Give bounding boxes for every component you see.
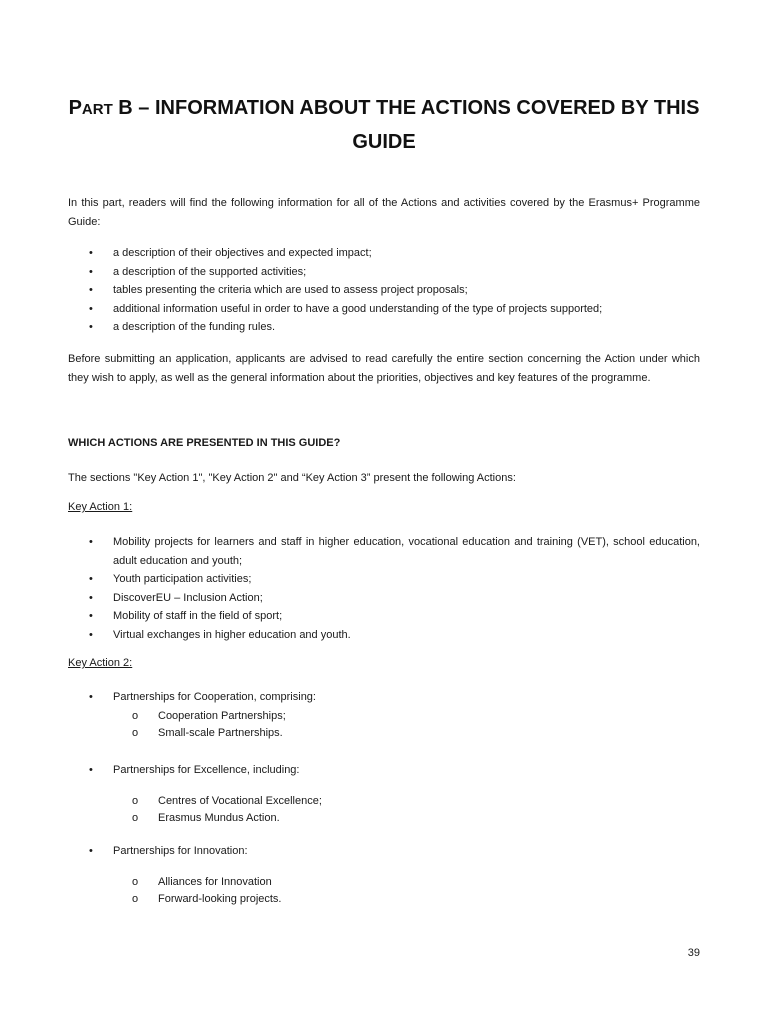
- sub-bullet-glyph: o: [132, 795, 139, 807]
- section-heading: WHICH ACTIONS ARE PRESENTED IN THIS GUIDE?: [68, 437, 341, 449]
- list-item: [68, 533, 700, 570]
- list-item-text: additional information useful in order to have a good understanding of the type of projects supported;: [113, 302, 603, 315]
- list-item-text: Youth participation activities;: [113, 573, 252, 586]
- bullet-glyph: •: [89, 610, 93, 623]
- sub-list-item-text: Erasmus Mundus Action.: [158, 812, 280, 824]
- sub-list-item: [68, 874, 700, 891]
- sub-list-item: [68, 708, 700, 725]
- bullet-glyph: •: [89, 764, 93, 776]
- list-item: [68, 244, 700, 263]
- list-item-text: DiscoverEU – Inclusion Action;: [113, 591, 263, 604]
- sub-list: [68, 708, 700, 742]
- sub-list-item: [68, 810, 700, 827]
- key-action-1-list: [68, 533, 700, 645]
- list-item: [68, 570, 700, 589]
- bullet-glyph: •: [89, 845, 93, 857]
- list-item: [68, 318, 700, 337]
- intro-list: [68, 244, 700, 337]
- bullet-glyph: •: [89, 321, 93, 334]
- list-item-text: Partnerships for Excellence, including:: [113, 764, 300, 776]
- sub-bullet-glyph: o: [132, 893, 139, 905]
- bullet-glyph: •: [89, 591, 93, 604]
- sections-paragraph: The sections "Key Action 1", "Key Action 2" and “Key Action 3” present the following Actions:: [68, 472, 516, 484]
- list-item: [68, 300, 700, 319]
- sub-list-item-text: Alliances for Innovation: [158, 876, 272, 888]
- partnerships-innovation-group: [68, 843, 700, 908]
- sub-list: [68, 874, 700, 908]
- list-item: [68, 689, 700, 706]
- list-item-text: Virtual exchanges in higher education and youth.: [113, 628, 351, 641]
- bullet-glyph: •: [89, 284, 93, 297]
- key-action-2-label: Key Action 2:: [68, 657, 133, 669]
- list-item: [68, 762, 700, 779]
- partnerships-cooperation-group: [68, 689, 700, 742]
- bullet-glyph: •: [89, 628, 93, 641]
- bullet-glyph: •: [89, 265, 93, 278]
- list-item-text: a description of their objectives and expected impact;: [113, 247, 372, 259]
- page-title: [60, 92, 708, 159]
- title-line2: GUIDE: [352, 131, 416, 153]
- list-item: [68, 843, 700, 860]
- sub-bullet-glyph: o: [132, 876, 139, 888]
- sub-bullet-glyph: o: [132, 812, 139, 824]
- list-item: [68, 607, 700, 626]
- list-item-text: tables presenting the criteria which are used to assess project proposals;: [113, 284, 468, 297]
- partnerships-excellence-group: [68, 762, 700, 827]
- sub-list-item-text: Forward-looking projects.: [158, 893, 282, 905]
- list-item-text: Partnerships for Cooperation, comprising:: [113, 691, 316, 703]
- list-item-text: Mobility projects for learners and staff in higher education, vocational education and training (VET), school education, adult education and youth;: [113, 536, 700, 567]
- sub-list-item: [68, 793, 700, 810]
- sub-list-item: [68, 891, 700, 908]
- list-item-text: a description of the supported activities;: [113, 265, 307, 278]
- bullet-glyph: •: [89, 573, 93, 586]
- bullet-glyph: •: [89, 302, 93, 315]
- title-part-initial: P: [68, 97, 82, 119]
- sub-bullet-glyph: o: [132, 727, 139, 739]
- sub-bullet-glyph: o: [132, 710, 139, 722]
- bullet-glyph: •: [89, 536, 93, 548]
- list-item: [68, 626, 700, 645]
- list-item-text: Mobility of staff in the field of sport;: [113, 610, 283, 623]
- sub-list: [68, 793, 700, 827]
- list-item: [68, 263, 700, 282]
- sub-list-item: [68, 725, 700, 742]
- list-item: [68, 589, 700, 608]
- page-number: 39: [687, 947, 700, 959]
- title-line1-rest: B – INFORMATION ABOUT THE ACTIONS COVERED BY THIS: [112, 97, 700, 119]
- sub-list-item-text: Small-scale Partnerships.: [158, 727, 283, 739]
- intro-paragraph: In this part, readers will find the following information for all of the Actions and activities covered by the Erasmus+ Programme Guide:: [68, 197, 700, 228]
- before-submitting-paragraph: Before submitting an application, applicants are advised to read carefully the entire section concerning the Action under which they wish to apply, as well as the general information about the priorities, objectives and key features of the programme.: [68, 353, 700, 384]
- title-part-smallcaps: ART: [81, 101, 113, 118]
- sub-list-item-text: Centres of Vocational Excellence;: [158, 795, 322, 807]
- bullet-glyph: •: [89, 691, 93, 703]
- list-item-text: a description of the funding rules.: [113, 321, 276, 334]
- list-item-text: Partnerships for Innovation:: [113, 845, 248, 857]
- list-item: [68, 281, 700, 300]
- key-action-1-label: Key Action 1:: [68, 501, 133, 513]
- bullet-glyph: •: [89, 247, 93, 259]
- sub-list-item-text: Cooperation Partnerships;: [158, 710, 286, 722]
